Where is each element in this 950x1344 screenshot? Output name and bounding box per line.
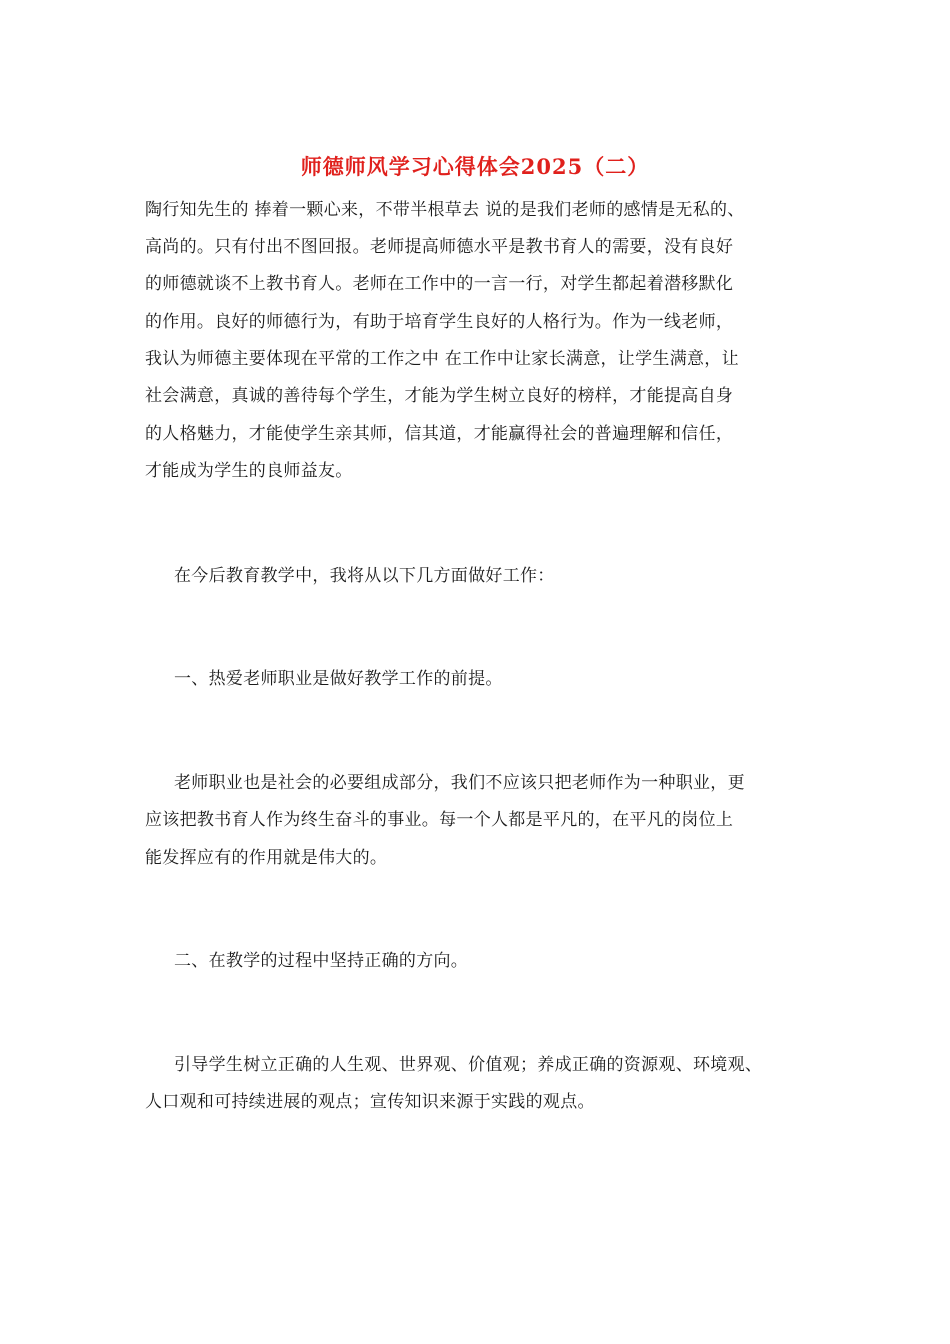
paragraph-line: 我认为师德主要体现在平常的工作之中 在工作中让家长满意，让学生满意，让	[145, 349, 739, 369]
paragraph-line: 才能成为学生的良师益友。	[145, 461, 353, 481]
paragraph-line: 的师德就谈不上教书育人。老师在工作中的一言一行，对学生都起着潜移默化	[145, 274, 734, 294]
paragraph-line: 陶行知先生的 捧着一颗心来，不带半根草去 说的是我们老师的感情是无私的、	[145, 200, 745, 220]
paragraph-line: 老师职业也是社会的必要组成部分，我们不应该只把老师作为一种职业，更	[174, 773, 745, 793]
paragraph-line: 人口观和可持续进展的观点；宣传知识来源于实践的观点。	[145, 1092, 595, 1112]
paragraph-line: 社会满意，真诚的善待每个学生，才能为学生树立良好的榜样，才能提高自身	[145, 386, 734, 406]
paragraph-line: 引导学生树立正确的人生观、世界观、价值观；养成正确的资源观、环境观、	[174, 1055, 763, 1075]
paragraph-line: 高尚的。只有付出不图回报。老师提高师德水平是教书育人的需要，没有良好	[145, 237, 734, 257]
paragraph-line: 应该把教书育人作为终生奋斗的事业。每一个人都是平凡的，在平凡的岗位上	[145, 810, 734, 830]
section-heading-1: 一、热爱老师职业是做好教学工作的前提。	[174, 669, 503, 689]
paragraph-line: 的人格魅力，才能使学生亲其师，信其道，才能赢得社会的普遍理解和信任，	[145, 424, 734, 444]
section-heading-2: 二、在教学的过程中坚持正确的方向。	[174, 951, 469, 971]
paragraph-plan: 在今后教育教学中，我将从以下几方面做好工作：	[174, 566, 555, 586]
paragraph-line: 能发挥应有的作用就是伟大的。	[145, 848, 388, 868]
paragraph-line: 的作用。良好的师德行为，有助于培育学生良好的人格行为。作为一线老师，	[145, 312, 734, 332]
document-title: 师德师风学习心得体会2025（二）	[300, 154, 650, 179]
